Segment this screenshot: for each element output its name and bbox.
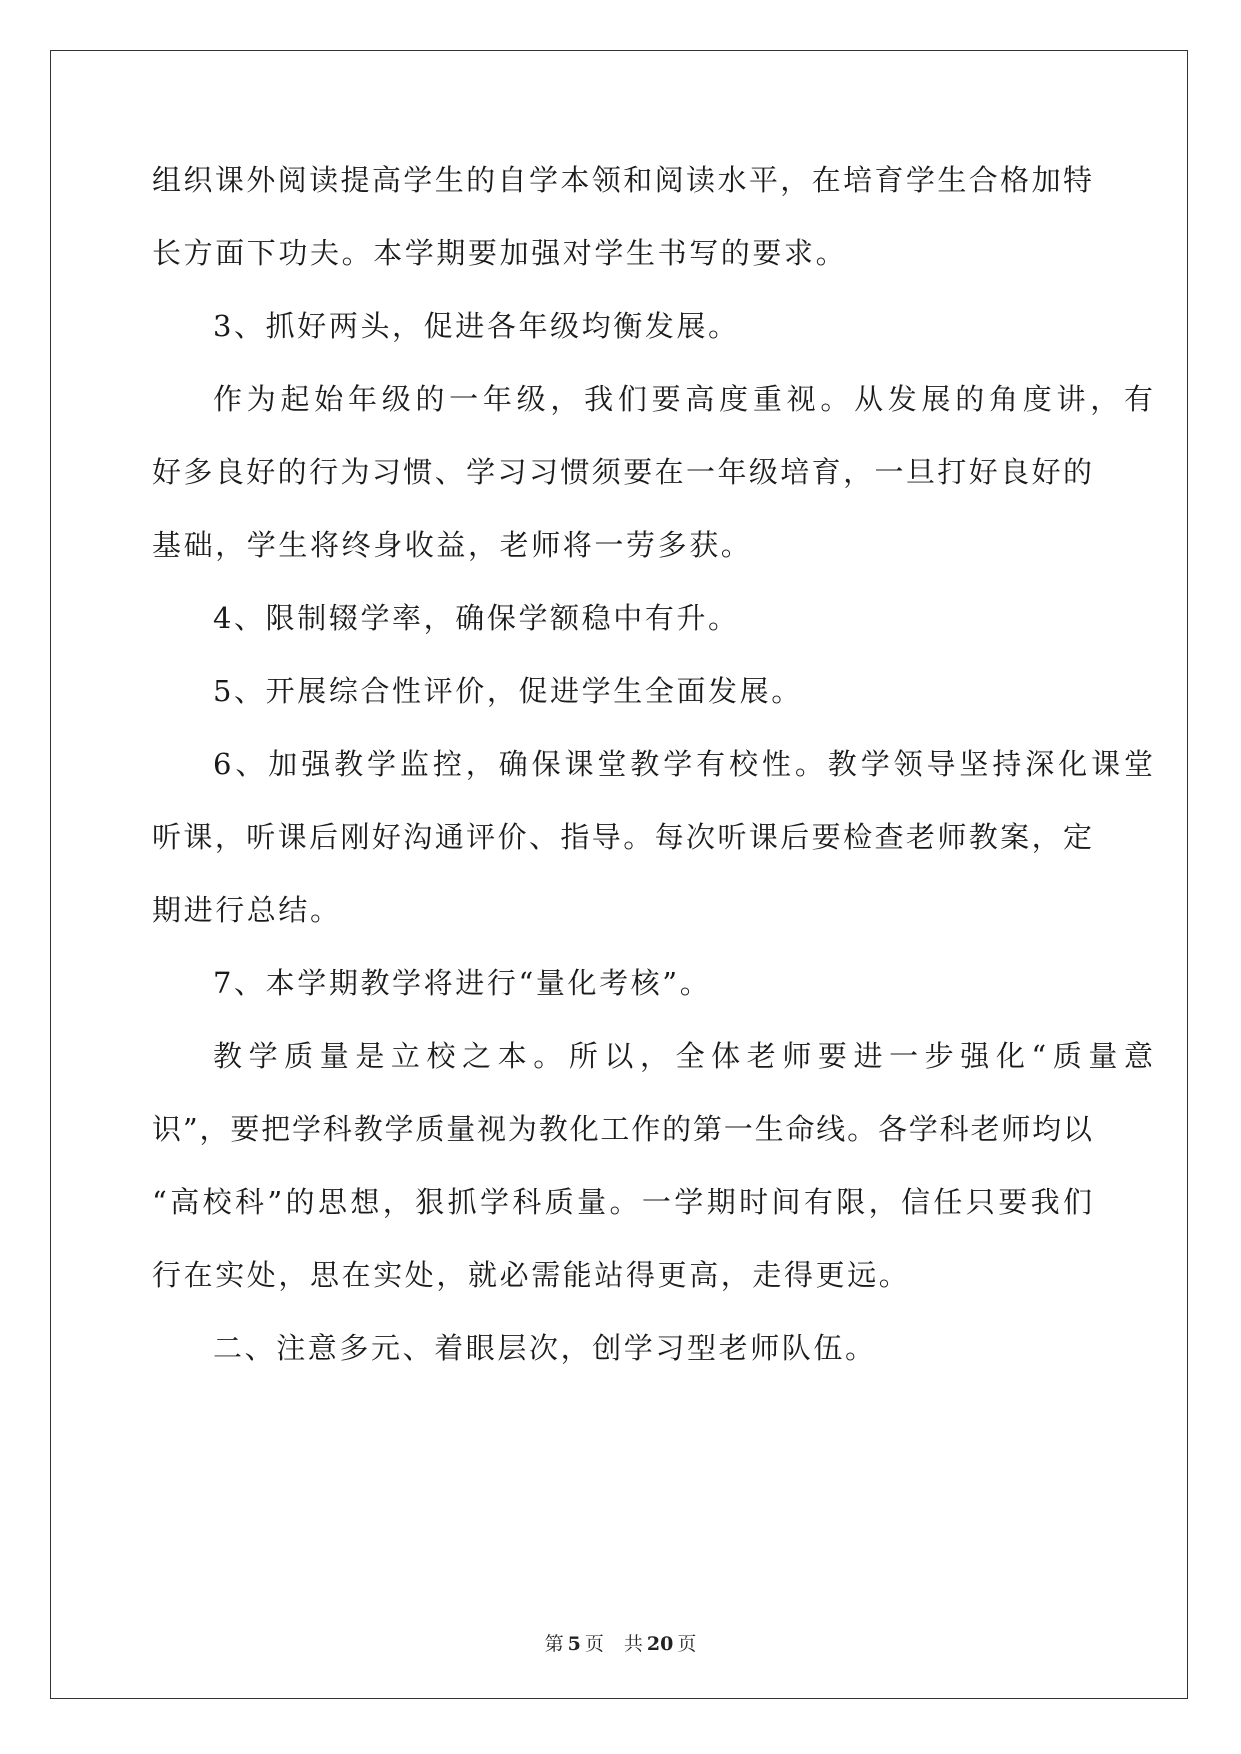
text-line: 二、注意多元、着眼层次，创学习型老师队伍。 <box>213 1331 877 1365</box>
text-line: 听课，听课后刚好沟通评价、指导。每次听课后要检查老师教案，定 <box>152 820 1092 854</box>
text-line: 期进行总结。 <box>152 893 342 927</box>
text-line: 长方面下功夫。本学期要加强对学生书写的要求。 <box>152 236 848 270</box>
text-line: 7、本学期教学将进行“量化考核”。 <box>213 966 712 1000</box>
page-number: 5 <box>567 1633 581 1655</box>
page-label-suffix: 页 <box>584 1633 604 1655</box>
text-line: 作为起始年级的一年级，我们要高度重视。从发展的角度讲，有 <box>213 382 1153 416</box>
text-line: 3、抓好两头，促进各年级均衡发展。 <box>213 309 740 343</box>
total-label-prefix: 共 <box>623 1633 643 1655</box>
total-label-suffix: 页 <box>677 1633 697 1655</box>
text-line: 教学质量是立校之本。所以，全体老师要进一步强化“质量意 <box>213 1039 1153 1073</box>
text-line: 4、限制辍学率，确保学额稳中有升。 <box>213 601 740 635</box>
page-border <box>50 50 1188 1699</box>
page-footer <box>0 1631 1241 1657</box>
text-line: 识”，要把学科教学质量视为教化工作的第一生命线。各学科老师均以 <box>152 1112 1092 1146</box>
total-pages: 20 <box>646 1633 674 1655</box>
text-line: 5、开展综合性评价，促进学生全面发展。 <box>213 674 803 708</box>
text-line: 基础，学生将终身收益，老师将一劳多获。 <box>152 528 753 562</box>
text-line: 6、加强教学监控，确保课堂教学有校性。教学领导坚持深化课堂 <box>213 747 1153 781</box>
text-line: 组织课外阅读提高学生的自学本领和阅读水平，在培育学生合格加特 <box>152 163 1092 197</box>
page-label-prefix: 第 <box>544 1633 564 1655</box>
text-line: 行在实处，思在实处，就必需能站得更高，走得更远。 <box>152 1258 911 1292</box>
text-line: 好多良好的行为习惯、学习习惯须要在一年级培育，一旦打好良好的 <box>152 455 1092 489</box>
text-line: “高校科”的思想，狠抓学科质量。一学期时间有限，信任只要我们 <box>152 1185 1092 1219</box>
